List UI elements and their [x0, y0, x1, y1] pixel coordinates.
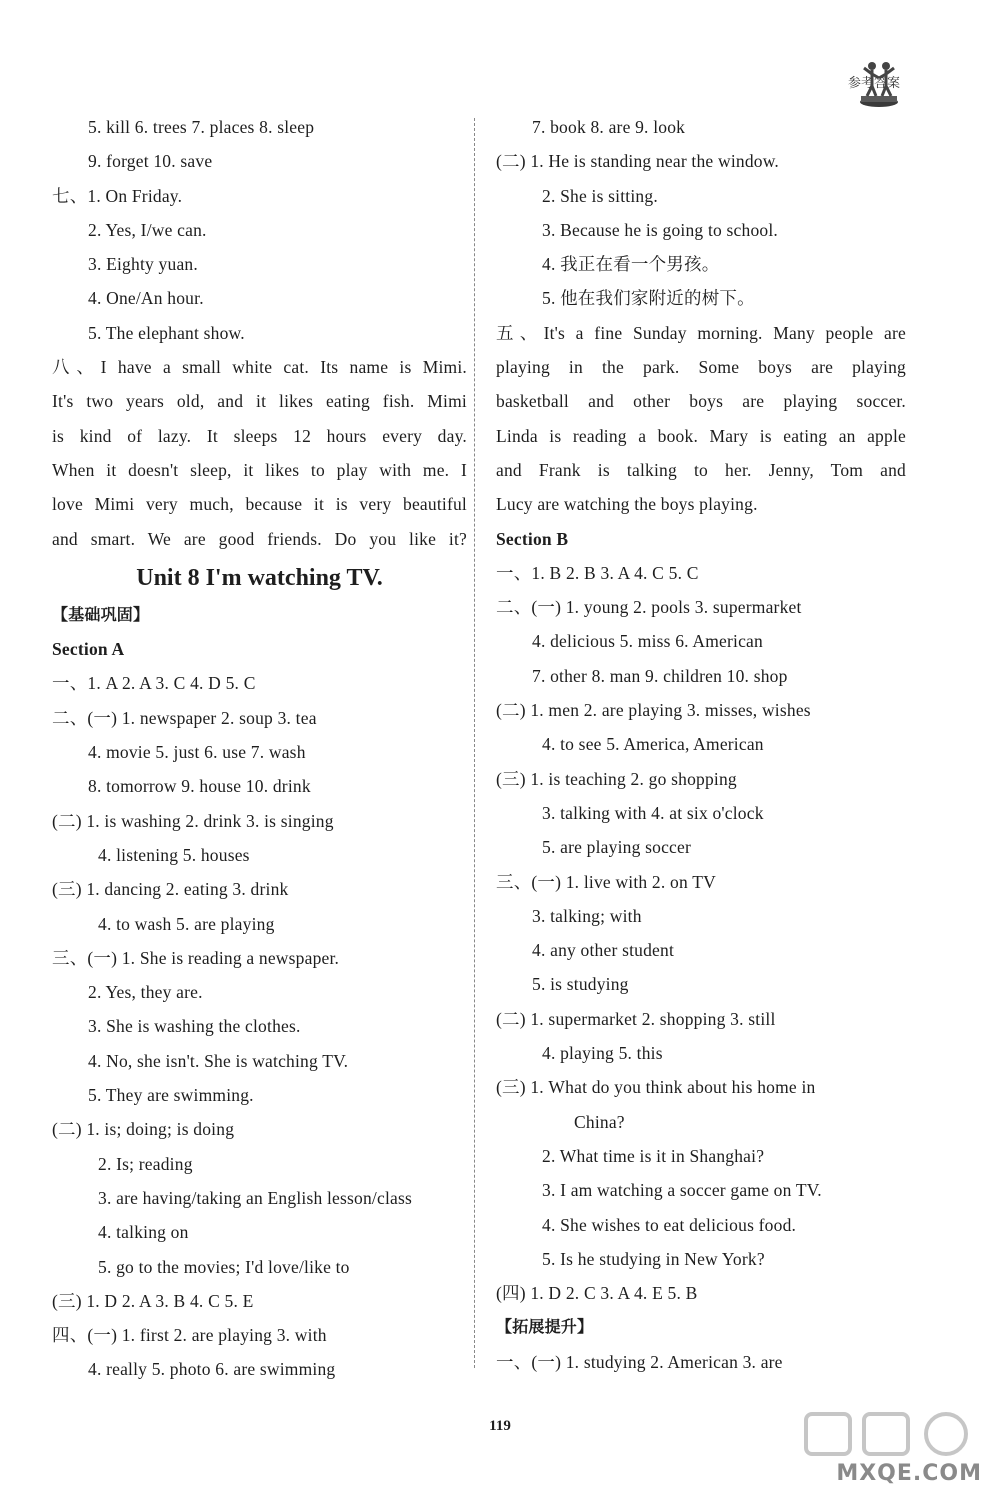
- answer-line: (二) 1. is washing 2. drink 3. is singing: [52, 810, 334, 831]
- essay-line: basketball and other boys are playing soccer.: [496, 391, 906, 412]
- answer-line: 5. is studying: [532, 974, 629, 995]
- answer-line: 5. They are swimming.: [88, 1085, 254, 1106]
- answer-line: (三) 1. D 2. A 3. B 4. C 5. E: [52, 1290, 254, 1311]
- answer-line: 4. talking on: [98, 1222, 189, 1243]
- answer-line: 4. any other student: [532, 940, 675, 961]
- answer-line: 4. delicious 5. miss 6. American: [532, 631, 763, 652]
- essay-line: love Mimi very much, because it is very beautiful: [52, 494, 467, 515]
- answer-line: 3. She is washing the clothes.: [88, 1016, 301, 1037]
- header-label: 参考答案: [847, 76, 900, 91]
- answer-line: China?: [574, 1111, 625, 1132]
- essay-line: is kind of lazy. It sleeps 12 hours every day.: [52, 425, 467, 446]
- essay-line: playing in the park. Some boys are playing: [496, 357, 906, 378]
- answer-line: 一、1. A 2. A 3. C 4. D 5. C: [52, 673, 256, 694]
- answer-line: 5. kill 6. trees 7. places 8. sleep: [88, 117, 315, 137]
- essay-line: and smart. We are good friends. Do you like it?: [52, 528, 467, 549]
- answer-line: (四) 1. D 2. C 3. A 4. E 5. B: [496, 1283, 698, 1304]
- answer-line: 3. talking; with: [532, 905, 642, 926]
- answer-line: 2. Yes, I/we can.: [88, 219, 207, 240]
- answer-line: 4. No, she isn't. She is watching TV.: [88, 1050, 349, 1071]
- unit-title: Unit 8 I'm watching TV.: [136, 564, 383, 591]
- answer-line: 三、(一) 1. She is reading a newspaper.: [52, 947, 340, 968]
- answer-line: 4. movie 5. just 6. use 7. wash: [88, 742, 306, 763]
- essay-line: When it doesn't sleep, it likes to play with me. I: [52, 459, 467, 480]
- left-column: [52, 110, 467, 1387]
- answer-line: 3. Because he is going to school.: [542, 219, 779, 240]
- answer-line: 二、(一) 1. young 2. pools 3. supermarket: [496, 597, 802, 618]
- answer-line: 5. are playing soccer: [542, 837, 691, 858]
- answer-line: 4. playing 5. this: [542, 1043, 663, 1064]
- watermark-text: MXQE.COM: [836, 1461, 982, 1486]
- right-column: [496, 110, 906, 1379]
- answer-line: 3. Eighty yuan.: [88, 254, 198, 275]
- answer-line: 一、(一) 1. studying 2. American 3. are: [496, 1351, 783, 1372]
- answer-line: (三) 1. dancing 2. eating 3. drink: [52, 879, 289, 900]
- answer-line: (二) 1. supermarket 2. shopping 3. still: [496, 1008, 776, 1029]
- answer-line: 4. One/An hour.: [88, 288, 204, 309]
- essay-line: Linda is reading a book. Mary is eating an apple: [496, 425, 906, 446]
- essay-line: 八、I have a small white cat. Its name is Mimi.: [52, 357, 467, 378]
- answer-line: 二、(一) 1. newspaper 2. soup 3. tea: [52, 707, 317, 728]
- answer-line: 一、1. B 2. B 3. A 4. C 5. C: [496, 562, 699, 583]
- answer-line: (二) 1. men 2. are playing 3. misses, wishes: [496, 700, 811, 721]
- answer-line: 2. Yes, they are.: [88, 982, 203, 1003]
- answer-line: 4. to wash 5. are playing: [98, 913, 275, 934]
- section-heading: 【基础巩固】: [52, 604, 150, 624]
- answer-line: (二) 1. He is standing near the window.: [496, 151, 780, 172]
- people-logo-icon: [858, 58, 900, 108]
- answer-line: 4. 我正在看一个男孩。: [542, 254, 720, 275]
- answer-line: 3. are having/taking an English lesson/class: [98, 1187, 413, 1208]
- answer-line: 4. to see 5. America, American: [542, 734, 764, 755]
- essay-line: Lucy are watching the boys playing.: [496, 494, 758, 515]
- answer-line: 4. She wishes to eat delicious food.: [542, 1214, 797, 1235]
- answer-line: 2. Is; reading: [98, 1153, 193, 1174]
- essay-line: and Frank is talking to her. Jenny, Tom and: [496, 459, 906, 480]
- section-heading: 【拓展提升】: [496, 1317, 594, 1337]
- answer-line: 8. tomorrow 9. house 10. drink: [88, 776, 311, 797]
- answer-line: (三) 1. What do you think about his home in: [496, 1077, 816, 1098]
- answer-line: 4. listening 5. houses: [98, 844, 250, 865]
- answer-line: 3. I am watching a soccer game on TV.: [542, 1180, 822, 1201]
- essay-line: 五、It's a fine Sunday morning. Many people are: [496, 322, 906, 343]
- answer-line: 5. go to the movies; I'd love/like to: [98, 1256, 350, 1277]
- answer-line: (二) 1. is; doing; is doing: [52, 1119, 235, 1140]
- answer-line: 9. forget 10. save: [88, 151, 213, 172]
- answer-line: 2. She is sitting.: [542, 185, 658, 206]
- page-number: 119: [489, 1418, 511, 1434]
- answer-line: 7. book 8. are 9. look: [532, 117, 686, 137]
- section-heading: Section A: [52, 639, 125, 660]
- answer-line: 3. talking with 4. at six o'clock: [542, 802, 764, 823]
- answer-line: 5. Is he studying in New York?: [542, 1248, 765, 1269]
- answer-line: 5. 他在我们家附近的树下。: [542, 288, 755, 309]
- answer-line: 三、(一) 1. live with 2. on TV: [496, 871, 716, 892]
- section-heading: Section B: [496, 528, 569, 549]
- column-divider: [474, 118, 475, 1368]
- answer-line: (三) 1. is teaching 2. go shopping: [496, 768, 737, 789]
- answer-line: 四、(一) 1. first 2. are playing 3. with: [52, 1325, 327, 1346]
- essay-line: It's two years old, and it likes eating fish. Mimi: [52, 391, 467, 412]
- answer-line: 2. What time is it in Shanghai?: [542, 1145, 765, 1166]
- answer-line: 5. The elephant show.: [88, 322, 245, 343]
- answer-line: 七、1. On Friday.: [52, 185, 183, 206]
- answer-line: 7. other 8. man 9. children 10. shop: [532, 665, 788, 686]
- answer-line: 4. really 5. photo 6. are swimming: [88, 1359, 336, 1380]
